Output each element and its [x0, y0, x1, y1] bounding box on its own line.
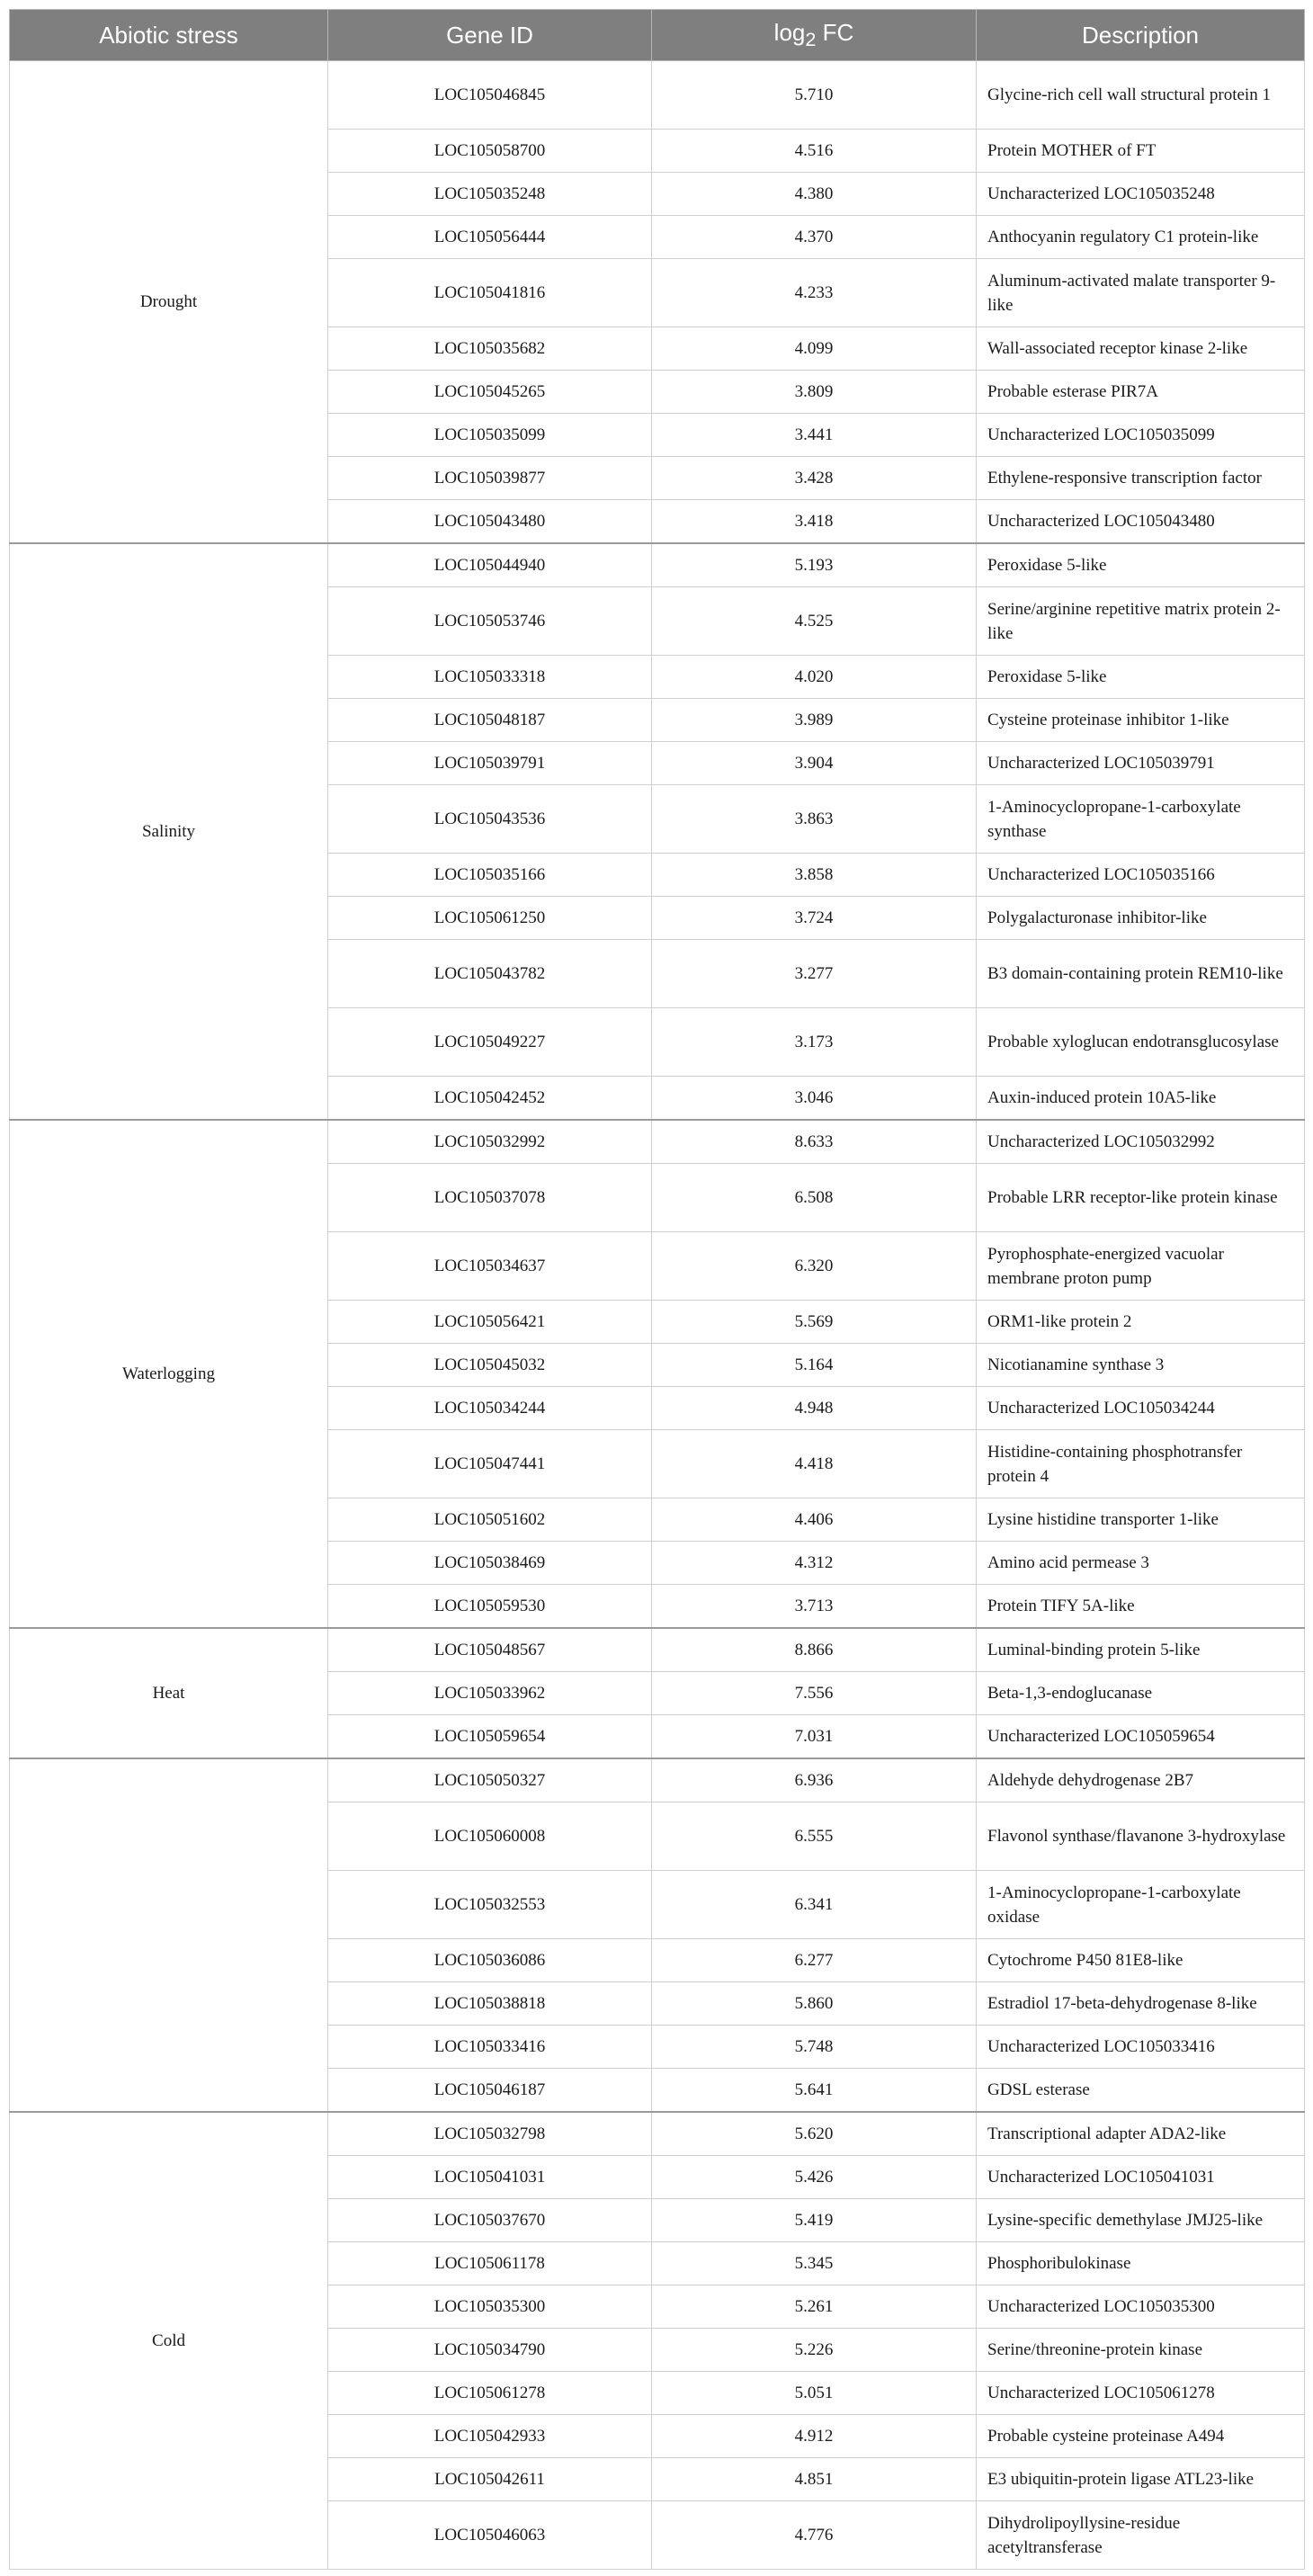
- gene-id-cell: LOC105032992: [328, 1120, 652, 1164]
- description-cell: Probable esterase PIR7A: [977, 371, 1305, 414]
- description-cell: Histidine-containing phosphotransfer protein 4: [977, 1430, 1305, 1498]
- log2-fc-cell: 3.713: [652, 1585, 977, 1629]
- log2-fc-cell: 3.724: [652, 897, 977, 940]
- log2-fc-cell: 6.277: [652, 1939, 977, 1982]
- gene-id-cell: LOC105043782: [328, 940, 652, 1008]
- description-cell: Protein MOTHER of FT: [977, 130, 1305, 173]
- log2-fc-cell: 3.863: [652, 785, 977, 854]
- description-cell: Probable xyloglucan endotransglucosylase: [977, 1008, 1305, 1077]
- log2-fc-cell: 5.193: [652, 543, 977, 587]
- gene-id-cell: LOC105046063: [328, 2501, 652, 2570]
- log2-fc-cell: 3.989: [652, 699, 977, 742]
- gene-id-cell: LOC105035248: [328, 173, 652, 216]
- description-cell: Glycine-rich cell wall structural protein 1: [977, 61, 1305, 130]
- header-gene-id: Gene ID: [328, 10, 652, 61]
- gene-id-cell: LOC105037670: [328, 2199, 652, 2242]
- description-cell: Nicotianamine synthase 3: [977, 1344, 1305, 1387]
- table-row: [10, 1758, 1305, 1802]
- gene-id-cell: LOC105038818: [328, 1982, 652, 2026]
- log2-fc-cell: 3.277: [652, 940, 977, 1008]
- table-body: [10, 61, 1305, 2570]
- table-row: [10, 61, 1305, 130]
- log2-fc-cell: 7.031: [652, 1715, 977, 1759]
- log2-fc-cell: 5.261: [652, 2285, 977, 2329]
- gene-id-cell: LOC105044940: [328, 543, 652, 587]
- log2-fc-cell: 4.851: [652, 2458, 977, 2501]
- abiotic-stress-cell: Heat: [10, 1628, 328, 1758]
- log2-fc-cell: 7.556: [652, 1672, 977, 1715]
- log2-fc-cell: 4.370: [652, 216, 977, 259]
- log2-fc-cell: 5.569: [652, 1301, 977, 1344]
- log2-fc-cell: 3.904: [652, 742, 977, 785]
- gene-id-cell: LOC105039791: [328, 742, 652, 785]
- description-cell: Uncharacterized LOC105035300: [977, 2285, 1305, 2329]
- gene-id-cell: LOC105032553: [328, 1871, 652, 1939]
- description-cell: B3 domain-containing protein REM10-like: [977, 940, 1305, 1008]
- gene-id-cell: LOC105035300: [328, 2285, 652, 2329]
- gene-id-cell: LOC105042452: [328, 1077, 652, 1121]
- table-row: [10, 1628, 1305, 1672]
- description-cell: Uncharacterized LOC105035166: [977, 854, 1305, 897]
- description-cell: Uncharacterized LOC105035099: [977, 414, 1305, 457]
- description-cell: Uncharacterized LOC105043480: [977, 500, 1305, 544]
- gene-id-cell: LOC105035099: [328, 414, 652, 457]
- log2-fc-cell: 5.641: [652, 2069, 977, 2113]
- description-cell: Uncharacterized LOC105061278: [977, 2372, 1305, 2415]
- gene-id-cell: LOC105039877: [328, 457, 652, 500]
- gene-id-cell: LOC105061250: [328, 897, 652, 940]
- description-cell: 1-Aminocyclopropane-1-carboxylate oxidase: [977, 1871, 1305, 1939]
- gene-id-cell: LOC105041031: [328, 2156, 652, 2199]
- gene-id-cell: LOC105051602: [328, 1498, 652, 1542]
- gene-id-cell: LOC105034790: [328, 2329, 652, 2372]
- description-cell: Uncharacterized LOC105033416: [977, 2026, 1305, 2069]
- gene-id-cell: LOC105041816: [328, 259, 652, 327]
- log2-fc-cell: 5.164: [652, 1344, 977, 1387]
- log2-fc-cell: 4.099: [652, 327, 977, 371]
- description-cell: Serine/threonine-protein kinase: [977, 2329, 1305, 2372]
- log2-fc-cell: 4.380: [652, 173, 977, 216]
- gene-id-cell: LOC105037078: [328, 1164, 652, 1232]
- gene-id-cell: LOC105047441: [328, 1430, 652, 1498]
- log2-fc-cell: 4.312: [652, 1542, 977, 1585]
- gene-id-cell: LOC105059530: [328, 1585, 652, 1629]
- gene-id-cell: LOC105053746: [328, 587, 652, 656]
- log2-fc-cell: 8.866: [652, 1628, 977, 1672]
- table-row: [10, 1120, 1305, 1164]
- gene-id-cell: LOC105059654: [328, 1715, 652, 1759]
- description-cell: Peroxidase 5-like: [977, 543, 1305, 587]
- abiotic-stress-cell: Salinity: [10, 543, 328, 1120]
- description-cell: Pyrophosphate-energized vacuolar membrane proton pump: [977, 1232, 1305, 1301]
- log2-fc-cell: 4.525: [652, 587, 977, 656]
- gene-table: [9, 9, 1305, 2570]
- description-cell: Probable LRR receptor-like protein kinase: [977, 1164, 1305, 1232]
- description-cell: Beta-1,3-endoglucanase: [977, 1672, 1305, 1715]
- description-cell: E3 ubiquitin-protein ligase ATL23-like: [977, 2458, 1305, 2501]
- description-cell: GDSL esterase: [977, 2069, 1305, 2113]
- log2-fc-cell: 3.809: [652, 371, 977, 414]
- abiotic-stress-cell: [10, 1758, 328, 2112]
- log2-fc-cell: 6.555: [652, 1802, 977, 1871]
- abiotic-stress-cell: Cold: [10, 2112, 328, 2570]
- log2-fc-cell: 8.633: [652, 1120, 977, 1164]
- gene-id-cell: LOC105058700: [328, 130, 652, 173]
- gene-id-cell: LOC105061278: [328, 2372, 652, 2415]
- description-cell: Uncharacterized LOC105059654: [977, 1715, 1305, 1759]
- gene-id-cell: LOC105033962: [328, 1672, 652, 1715]
- gene-id-cell: LOC105033318: [328, 656, 652, 699]
- header-log2-base: log: [773, 18, 806, 46]
- table-row: [10, 543, 1305, 587]
- log2-fc-cell: 5.051: [652, 2372, 977, 2415]
- log2-fc-cell: 6.936: [652, 1758, 977, 1802]
- gene-id-cell: LOC105034637: [328, 1232, 652, 1301]
- abiotic-stress-cell: Waterlogging: [10, 1120, 328, 1628]
- log2-fc-cell: 4.776: [652, 2501, 977, 2570]
- gene-id-cell: LOC105048567: [328, 1628, 652, 1672]
- log2-fc-cell: 6.320: [652, 1232, 977, 1301]
- log2-fc-cell: 5.419: [652, 2199, 977, 2242]
- description-cell: Transcriptional adapter ADA2-like: [977, 2112, 1305, 2156]
- gene-id-cell: LOC105042611: [328, 2458, 652, 2501]
- description-cell: Lysine-specific demethylase JMJ25-like: [977, 2199, 1305, 2242]
- gene-id-cell: LOC105046845: [328, 61, 652, 130]
- description-cell: Probable cysteine proteinase A494: [977, 2415, 1305, 2458]
- table-row: [10, 2112, 1305, 2156]
- gene-id-cell: LOC105043536: [328, 785, 652, 854]
- gene-id-cell: LOC105034244: [328, 1387, 652, 1430]
- description-cell: Auxin-induced protein 10A5-like: [977, 1077, 1305, 1121]
- log2-fc-cell: 3.173: [652, 1008, 977, 1077]
- gene-id-cell: LOC105056444: [328, 216, 652, 259]
- log2-fc-cell: 6.341: [652, 1871, 977, 1939]
- log2-fc-cell: 5.860: [652, 1982, 977, 2026]
- gene-id-cell: LOC105035166: [328, 854, 652, 897]
- description-cell: Phosphoribulokinase: [977, 2242, 1305, 2285]
- description-cell: Aldehyde dehydrogenase 2B7: [977, 1758, 1305, 1802]
- description-cell: Protein TIFY 5A-like: [977, 1585, 1305, 1629]
- log2-fc-cell: 4.516: [652, 130, 977, 173]
- log2-fc-cell: 3.858: [652, 854, 977, 897]
- description-cell: Polygalacturonase inhibitor-like: [977, 897, 1305, 940]
- description-cell: Estradiol 17-beta-dehydrogenase 8-like: [977, 1982, 1305, 2026]
- log2-fc-cell: 5.426: [652, 2156, 977, 2199]
- description-cell: Uncharacterized LOC105041031: [977, 2156, 1305, 2199]
- description-cell: Lysine histidine transporter 1-like: [977, 1498, 1305, 1542]
- description-cell: Luminal-binding protein 5-like: [977, 1628, 1305, 1672]
- log2-fc-cell: 4.948: [652, 1387, 977, 1430]
- log2-fc-cell: 4.233: [652, 259, 977, 327]
- description-cell: 1-Aminocyclopropane-1-carboxylate synthase: [977, 785, 1305, 854]
- log2-fc-cell: 5.226: [652, 2329, 977, 2372]
- description-cell: Uncharacterized LOC105034244: [977, 1387, 1305, 1430]
- log2-fc-cell: 4.418: [652, 1430, 977, 1498]
- header-log2-sub: 2: [805, 28, 817, 51]
- gene-id-cell: LOC105043480: [328, 500, 652, 544]
- header-log2-fc: [652, 10, 977, 61]
- log2-fc-cell: 3.441: [652, 414, 977, 457]
- gene-id-cell: LOC105046187: [328, 2069, 652, 2113]
- description-cell: Cysteine proteinase inhibitor 1-like: [977, 699, 1305, 742]
- description-cell: Aluminum-activated malate transporter 9-like: [977, 259, 1305, 327]
- description-cell: Anthocyanin regulatory C1 protein-like: [977, 216, 1305, 259]
- description-cell: Flavonol synthase/flavanone 3-hydroxylase: [977, 1802, 1305, 1871]
- log2-fc-cell: 3.418: [652, 500, 977, 544]
- log2-fc-cell: 5.748: [652, 2026, 977, 2069]
- gene-id-cell: LOC105061178: [328, 2242, 652, 2285]
- gene-id-cell: LOC105032798: [328, 2112, 652, 2156]
- log2-fc-cell: 5.710: [652, 61, 977, 130]
- gene-id-cell: LOC105045265: [328, 371, 652, 414]
- log2-fc-cell: 4.406: [652, 1498, 977, 1542]
- abiotic-stress-cell: Drought: [10, 61, 328, 544]
- description-cell: Uncharacterized LOC105035248: [977, 173, 1305, 216]
- description-cell: ORM1-like protein 2: [977, 1301, 1305, 1344]
- log2-fc-cell: 3.046: [652, 1077, 977, 1121]
- header-description: Description: [977, 10, 1305, 61]
- description-cell: Dihydrolipoyllysine-residue acetyltransferase: [977, 2501, 1305, 2570]
- log2-fc-cell: 3.428: [652, 457, 977, 500]
- gene-id-cell: LOC105038469: [328, 1542, 652, 1585]
- log2-fc-cell: 5.345: [652, 2242, 977, 2285]
- gene-id-cell: LOC105033416: [328, 2026, 652, 2069]
- description-cell: Uncharacterized LOC105039791: [977, 742, 1305, 785]
- header-log2-tail: FC: [816, 18, 854, 46]
- gene-id-cell: LOC105050327: [328, 1758, 652, 1802]
- gene-id-cell: LOC105048187: [328, 699, 652, 742]
- description-cell: Cytochrome P450 81E8-like: [977, 1939, 1305, 1982]
- gene-id-cell: LOC105049227: [328, 1008, 652, 1077]
- description-cell: Uncharacterized LOC105032992: [977, 1120, 1305, 1164]
- gene-id-cell: LOC105045032: [328, 1344, 652, 1387]
- description-cell: Ethylene-responsive transcription factor: [977, 457, 1305, 500]
- gene-id-cell: LOC105060008: [328, 1802, 652, 1871]
- log2-fc-cell: 4.020: [652, 656, 977, 699]
- table-header: [10, 10, 1305, 61]
- log2-fc-cell: 4.912: [652, 2415, 977, 2458]
- description-cell: Peroxidase 5-like: [977, 656, 1305, 699]
- log2-fc-cell: 6.508: [652, 1164, 977, 1232]
- header-abiotic-stress: Abiotic stress: [10, 10, 328, 61]
- gene-id-cell: LOC105035682: [328, 327, 652, 371]
- description-cell: Serine/arginine repetitive matrix protein 2-like: [977, 587, 1305, 656]
- log2-fc-cell: 5.620: [652, 2112, 977, 2156]
- description-cell: Wall-associated receptor kinase 2-like: [977, 327, 1305, 371]
- gene-id-cell: LOC105042933: [328, 2415, 652, 2458]
- gene-id-cell: LOC105036086: [328, 1939, 652, 1982]
- description-cell: Amino acid permease 3: [977, 1542, 1305, 1585]
- gene-id-cell: LOC105056421: [328, 1301, 652, 1344]
